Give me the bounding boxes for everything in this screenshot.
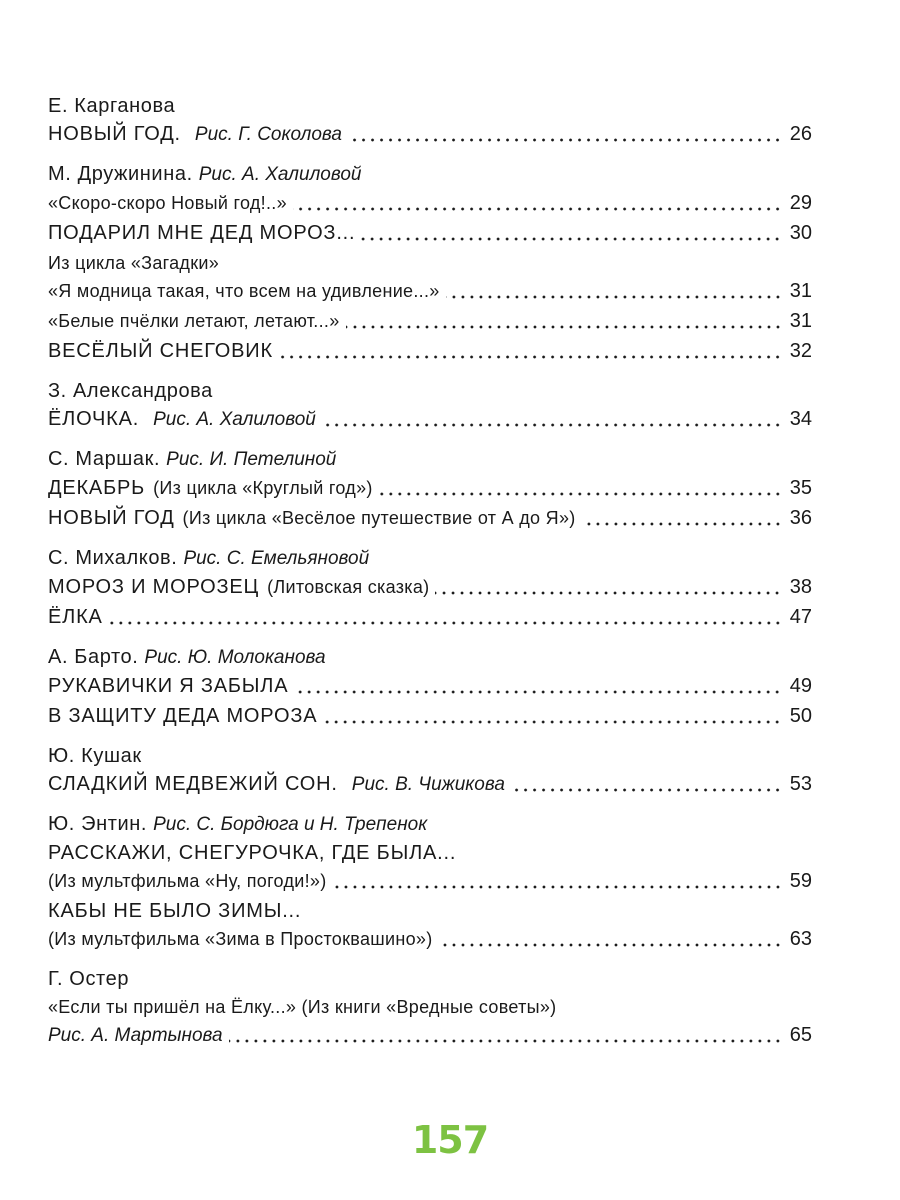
page-ref: 59 — [789, 870, 812, 892]
dot-leader — [379, 491, 782, 497]
dot-leader — [109, 620, 782, 626]
entry-text — [48, 474, 373, 504]
dot-leader — [582, 521, 782, 527]
entry-title: ВЕСЁЛЫЙ СНЕГОВИК — [48, 340, 273, 362]
toc-entry — [48, 219, 812, 249]
entry-text — [48, 504, 576, 534]
author-line — [48, 160, 812, 189]
page-ref: 31 — [789, 310, 812, 332]
author-line — [48, 810, 812, 839]
entry-text — [48, 219, 355, 249]
page-number: 157 — [411, 1118, 489, 1162]
entry-title: РАССКАЖИ, СНЕГУРОЧКА, ГДЕ БЫЛА... — [48, 842, 457, 864]
entry-text — [48, 1022, 223, 1051]
page-ref: 34 — [789, 408, 812, 430]
cycle-heading: «Если ты пришёл на Ёлку...» (Из книги «Вредные советы») — [48, 997, 557, 1017]
entry-title: КАБЫ НЕ БЫЛО ЗИМЫ... — [48, 900, 302, 922]
entry-text — [48, 307, 340, 337]
author-name: Г. Остер — [48, 968, 130, 990]
page-ref: 32 — [789, 340, 812, 362]
entry-note: (Из цикла «Круглый год») — [153, 478, 373, 498]
entry-quote: «Скоро-скоро Новый год!..» — [48, 193, 287, 213]
toc-entry — [48, 405, 812, 435]
toc-section — [48, 160, 812, 367]
author-line — [48, 92, 812, 120]
toc-entry — [48, 702, 812, 732]
entry-illustrator: Рис. Г. Соколова — [194, 124, 342, 145]
entry-note: (Литовская сказка) — [267, 577, 430, 597]
toc-entry — [48, 189, 812, 219]
author-name: Ю. Кушак — [48, 745, 142, 767]
entry-text — [48, 925, 433, 955]
entry-title: МОРОЗ И МОРОЗЕЦ — [48, 576, 260, 598]
page-ref: 36 — [789, 507, 812, 529]
dot-leader — [511, 787, 782, 793]
page-ref: 47 — [789, 606, 812, 628]
dot-leader — [323, 719, 782, 725]
author-illustrator: Рис. Ю. Молоканова — [144, 647, 326, 668]
entry-text — [48, 573, 429, 603]
page-ref: 50 — [789, 705, 812, 727]
author-line — [48, 544, 812, 573]
author-line — [48, 742, 812, 770]
entry-illustrator: Рис. А. Мартынова — [48, 1025, 223, 1046]
table-of-contents — [48, 92, 812, 1061]
dot-leader — [229, 1038, 782, 1044]
entry-title: ЁЛКА — [48, 606, 103, 628]
dot-leader — [361, 236, 782, 242]
entry-text — [48, 672, 288, 702]
entry-quote: (Из мультфильма «Ну, погоди!») — [48, 871, 327, 891]
entry-title: НОВЫЙ ГОД — [48, 507, 175, 529]
author-illustrator: Рис. А. Халиловой — [198, 164, 362, 185]
dot-leader — [346, 324, 782, 330]
entry-text — [48, 189, 287, 219]
page-ref: 26 — [789, 123, 812, 145]
page-ref: 29 — [789, 192, 812, 214]
entry-title: СЛАДКИЙ МЕДВЕЖИЙ СОН. — [48, 773, 338, 795]
entry-title: ЁЛОЧКА. — [48, 408, 140, 430]
entry-title: РУКАВИЧКИ Я ЗАБЫЛА — [48, 675, 289, 697]
toc-entry — [48, 337, 812, 367]
toc-section — [48, 810, 812, 955]
toc-entry — [48, 573, 812, 603]
author-name: З. Александрова — [48, 380, 213, 402]
toc-section — [48, 643, 812, 732]
toc-section — [48, 742, 812, 800]
author-illustrator: Рис. С. Бордюга и Н. Трепенок — [153, 814, 428, 835]
toc-entry — [48, 1021, 812, 1051]
toc-section — [48, 965, 812, 1051]
entry-note: (Из цикла «Весёлое путешествие от А до Я») — [182, 508, 576, 528]
entry-quote: «Белые пчёлки летают, летают...» — [48, 311, 340, 331]
cycle-heading: Из цикла «Загадки» — [48, 253, 220, 273]
entry-title: ДЕКАБРЬ — [48, 477, 146, 499]
entry-illustrator: Рис. В. Чижикова — [351, 774, 505, 795]
page-ref: 30 — [789, 222, 812, 244]
dot-leader — [322, 422, 782, 428]
toc-entry — [48, 867, 812, 897]
page-ref: 31 — [789, 280, 812, 302]
page-ref: 63 — [789, 928, 812, 950]
dot-leader — [439, 942, 782, 948]
toc-entry — [48, 770, 812, 800]
toc-entry — [48, 120, 812, 150]
entry-text — [48, 277, 440, 307]
page-ref: 35 — [789, 477, 812, 499]
dot-leader — [333, 884, 782, 890]
author-name: С. Маршак. — [48, 448, 161, 470]
toc-entry — [48, 277, 812, 307]
dot-leader — [294, 689, 782, 695]
entry-illustrator: Рис. А. Халиловой — [153, 409, 316, 430]
page-ref: 65 — [789, 1024, 812, 1046]
author-line — [48, 965, 812, 993]
toc-entry — [48, 925, 812, 955]
page-ref: 38 — [789, 576, 812, 598]
entry-text — [48, 867, 327, 897]
entry-text — [48, 603, 103, 633]
dot-leader — [348, 137, 782, 143]
page-ref: 49 — [789, 675, 812, 697]
entry-text — [48, 405, 316, 435]
entry-title: В ЗАЩИТУ ДЕДА МОРОЗА — [48, 705, 318, 727]
toc-entry — [48, 474, 812, 504]
toc-section — [48, 92, 812, 150]
dot-leader — [435, 590, 782, 596]
dot-leader — [293, 206, 782, 212]
entry-quote: (Из мультфильма «Зима в Простоквашино») — [48, 929, 433, 949]
toc-entry — [48, 603, 812, 633]
entry-quote: «Я модница такая, что всем на удивление...» — [48, 281, 440, 301]
toc-section — [48, 544, 812, 633]
author-illustrator: Рис. И. Петелиной — [166, 449, 337, 470]
entry-text — [48, 337, 273, 367]
author-name: С. Михалков. — [48, 547, 178, 569]
entry-title: ПОДАРИЛ МНЕ ДЕД МОРОЗ... — [48, 222, 356, 244]
author-name: Ю. Энтин. — [48, 813, 148, 835]
dot-leader — [446, 294, 782, 300]
author-line — [48, 643, 812, 672]
author-name: Е. Карганова — [48, 95, 176, 117]
author-name: А. Барто. — [48, 646, 139, 668]
page-ref: 53 — [789, 773, 812, 795]
toc-entry — [48, 504, 812, 534]
toc-entry — [48, 307, 812, 337]
entry-text — [48, 702, 317, 732]
toc-section — [48, 445, 812, 534]
entry-text — [48, 120, 342, 150]
author-line — [48, 445, 812, 474]
entry-title: НОВЫЙ ГОД. — [48, 123, 181, 145]
author-name: М. Дружинина. — [48, 163, 193, 185]
dot-leader — [279, 354, 782, 360]
author-line — [48, 377, 812, 405]
author-illustrator: Рис. С. Емельяновой — [183, 548, 370, 569]
toc-section — [48, 377, 812, 435]
entry-text — [48, 770, 505, 800]
toc-entry — [48, 672, 812, 702]
